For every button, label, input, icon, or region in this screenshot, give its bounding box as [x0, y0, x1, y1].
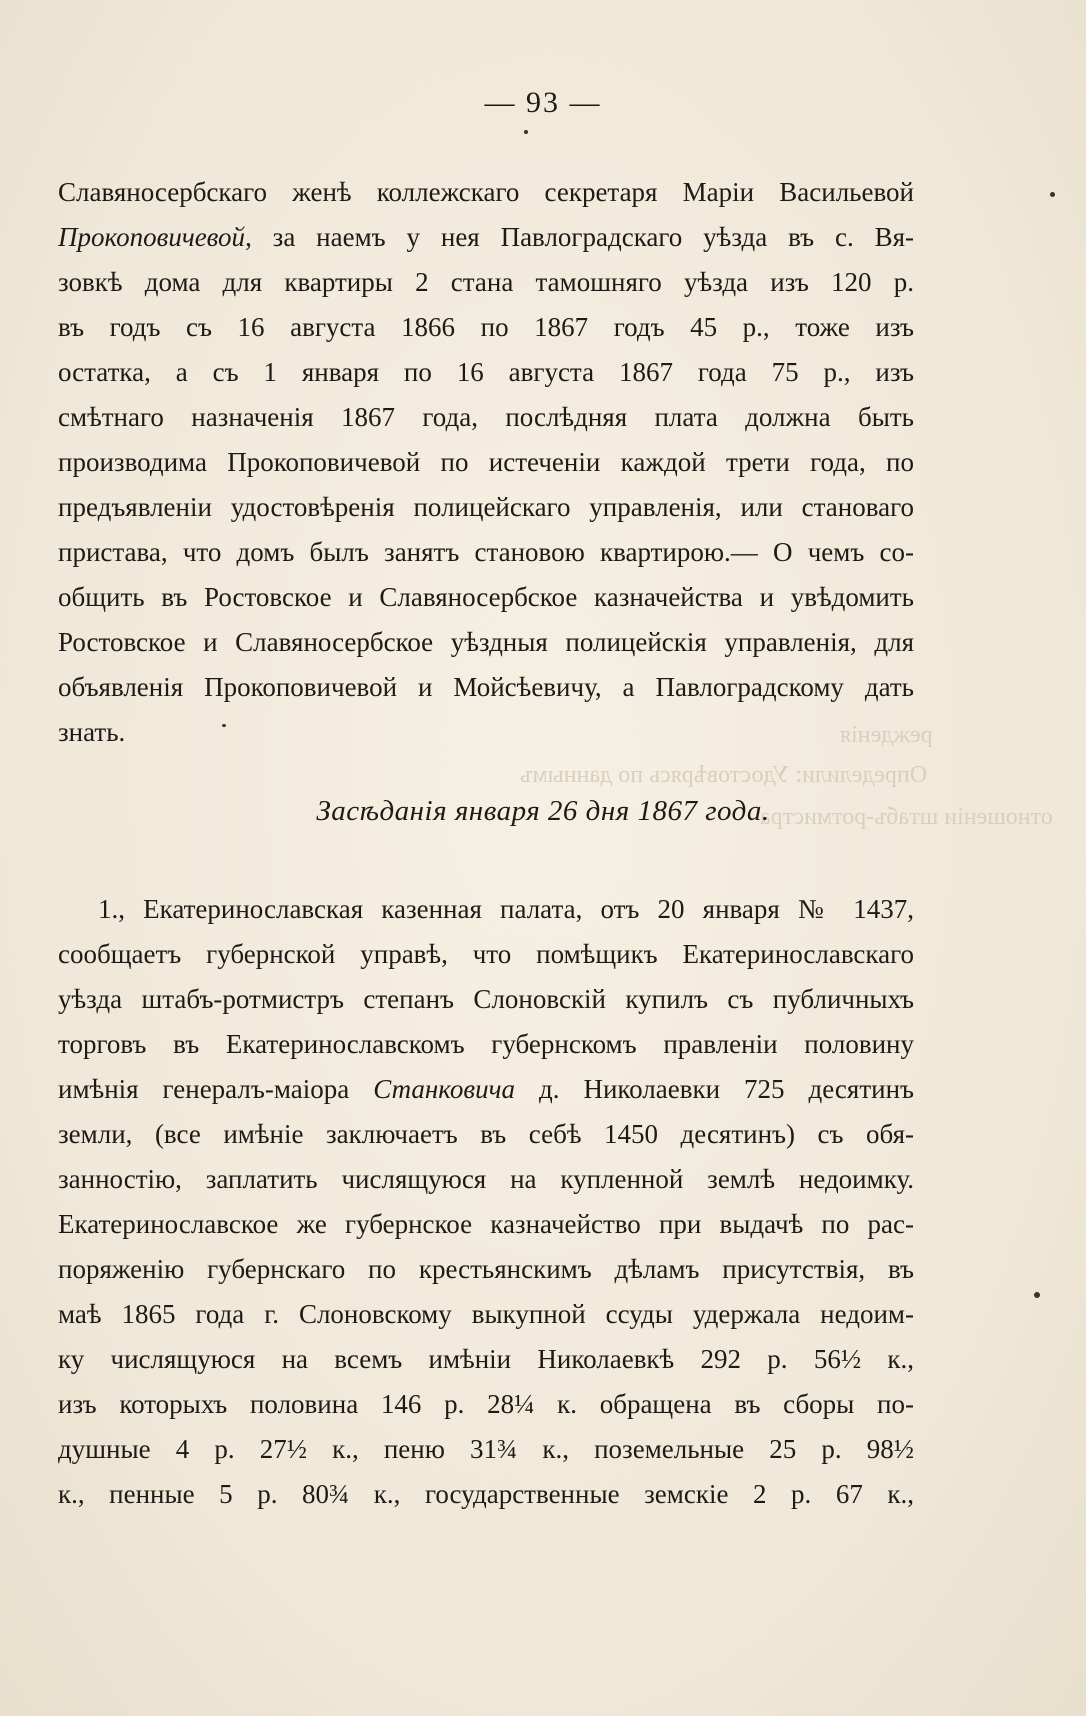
text-line: 1., Екатеринославская казенная палата, отъ 20 января № 1437, [98, 894, 914, 924]
page-number: — 93 — [484, 86, 602, 119]
text-line: въ годъ съ 16 августа 1866 по 1867 годъ 45 р., тоже изъ [58, 312, 914, 342]
text-line: смѣтнаго назначенія 1867 года, послѣдняя плата должна быть [58, 402, 914, 432]
italic-name: Прокоповичевой [58, 222, 246, 252]
text-line: знать. [58, 717, 126, 747]
scan-speck [222, 724, 226, 727]
text-line: Прокоповичевой, за наемъ у нея Павлоградскаго уѣзда въ с. Вя- [58, 222, 914, 252]
text-line: пристава, что домъ былъ занятъ становою квартирою.— О чемъ со- [58, 537, 914, 567]
text-line: к., пенные 5 р. 80¾ к., государственные земскіе 2 р. 67 к., [58, 1479, 914, 1509]
scan-speck [1050, 192, 1055, 197]
text-line: земли, (все имѣніе заключаетъ въ себѣ 1450 десятинъ) съ обя- [58, 1119, 914, 1149]
text-line: ку числящуюся на всемъ имѣніи Николаевкѣ 292 р. 56½ к., [58, 1344, 914, 1374]
text-line: общить въ Ростовское и Славяносербское казначейства и увѣдомить [58, 582, 914, 612]
text-line: остатка, а съ 1 января по 16 августа 1867 года 75 р., изъ [58, 357, 914, 387]
text-line: душные 4 р. 27½ к., пеню 31¾ к., поземельные 25 р. 98½ [58, 1434, 914, 1464]
text-line: объявленія Прокоповичевой и Мойсѣевичу, а Павлоградскому дать [58, 672, 914, 702]
text-line: Екатеринославское же губернское казначейство при выдачѣ по рас- [58, 1209, 914, 1239]
text-line: занностію, заплатить числящуюся на купленной землѣ недоимку. [58, 1164, 914, 1194]
scan-speck [524, 130, 528, 134]
italic-name: Станковича [373, 1074, 516, 1104]
text-line: производима Прокоповичевой по истеченіи каждой трети года, по [58, 447, 914, 477]
paragraph-2 [58, 887, 914, 1517]
scan-speck [1034, 1292, 1040, 1298]
paragraph-1 [58, 170, 914, 755]
text-line: Ростовское и Славяносербское уѣздныя полицейскія управленія, для [58, 627, 914, 657]
text-line: поряженію губернскаго по крестьянскимъ дѣламъ присутствія, въ [58, 1254, 914, 1284]
text-line: имѣнія генералъ-маіора Станковича д. Николаевки 725 десятинъ [58, 1074, 914, 1104]
text-line: предъявленіи удостовѣренія полицейскаго управленія, или становаго [58, 492, 914, 522]
bleed-through-decoration: режденія [840, 722, 933, 748]
text-line: уѣзда штабъ-ротмистръ степанъ Слоновскій купилъ съ публичныхъ [58, 984, 914, 1014]
text-line: сообщаетъ губернской управѣ, что помѣщикъ Екатеринославскаго [58, 939, 914, 969]
text-line: изъ которыхъ половина 146 р. 28¼ к. обращена въ сборы по- [58, 1389, 914, 1419]
bleed-through-decoration: Определили: Удостовѣрясь по даннымъ [520, 762, 928, 788]
text-line: зовкѣ дома для квартиры 2 стана тамошняго уѣзда изъ 120 р. [58, 267, 914, 297]
session-heading: Засѣданія января 26 дня 1867 года. [316, 795, 770, 827]
text-line: маѣ 1865 года г. Слоновскому выкупной ссуды удержала недоим- [58, 1299, 914, 1329]
text-line: торговъ въ Екатеринославскомъ губернскомъ правленіи половину [58, 1029, 914, 1059]
text-line: Славяносербскаго женѣ коллежскаго секретаря Маріи Васильевой [58, 177, 914, 207]
bleed-through-decoration: отношеніи штабъ-ротмистра [760, 804, 1053, 830]
